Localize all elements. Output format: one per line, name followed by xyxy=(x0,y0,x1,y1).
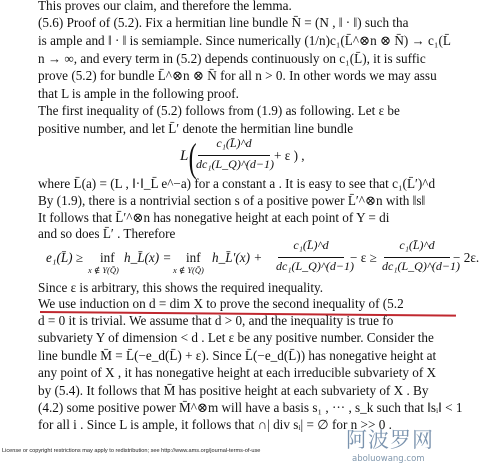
eq2-part3: h_L̄′(x) + xyxy=(212,250,263,265)
text-line-20: (4.2) some positive power M̄^⊗m will have a basis s₁ , ··· , s_k such that ‖sᵢ‖ < 1 xyxy=(38,400,463,415)
eq1-numerator: c₁(L̄)^d xyxy=(216,136,252,150)
text-line-15: d = 0 it is trivial. We assume that d > 0, and the inequality is true fo xyxy=(38,313,394,328)
text-line-1: This proves our claim, and therefore the lemma. xyxy=(38,0,292,13)
text-line-4: n → ∞, and every term in (5.2) depends continuously on c₁(L̄), it is suffic xyxy=(38,51,426,66)
eq2-denominator-2: dc₁(L_Q)^(d−1) xyxy=(382,259,460,273)
watermark-logo xyxy=(346,424,458,468)
text-line-11: It follows that L̄′^⊗n has nonegative height at each point of Y = di xyxy=(38,210,390,225)
eq2-part5: − 2ε. xyxy=(453,250,479,265)
eq1-tail: + ε ) , xyxy=(274,148,305,163)
text-line-6: that L is ample in the following proof. xyxy=(38,86,239,101)
eq2-inf1: inf xyxy=(100,250,115,265)
text-line-7: The first inequality of (5.2) follows from (1.9) as following. Let ε be xyxy=(38,103,400,118)
eq1-open-paren: ( xyxy=(188,135,197,180)
eq2-fraction-bar-1 xyxy=(278,257,344,258)
text-line-14: We use induction on d = dim X to prove the second inequality of (5.2 xyxy=(38,296,404,311)
eq2-part2: h_L̄(x) = xyxy=(124,250,172,265)
text-line-3: is ample and ‖ · ‖ is semiample. Since numerically (1/n)c₁(L̄^⊗n ⊗ N̄) → c₁(L̄ xyxy=(38,33,451,48)
watermark-url-text: aboluowang.com xyxy=(352,454,425,464)
eq2-part4: − ε ≥ xyxy=(350,250,377,265)
eq2-numerator-1: c₁(L̄)^d xyxy=(293,238,329,252)
text-line-16: subvariety Y of dimension < d . Let ε be any positive number. Consider the xyxy=(38,330,434,345)
text-line-9: where L̄(a) = (L , ‖·‖_L̄ e^−a) for a constant a . It is easy to see that c₁(L̄′)^d xyxy=(38,176,436,191)
eq2-sub1: x ∉ Y(Q̄) xyxy=(88,265,119,275)
text-line-18: any point of X , it has nonegative height at each irreducible subvariety of X xyxy=(38,365,437,380)
text-line-2: (5.6) Proof of (5.2). Fix a hermitian line bundle N̄ = (N , ‖ · ‖) such tha xyxy=(38,15,409,30)
text-line-17: line bundle M̄ = L̄(−e_d(L̄) + ε). Since L̄(−e_d(L̄)) has nonegative height at xyxy=(38,348,437,363)
eq2-inf2: inf xyxy=(186,250,201,265)
watermark-cn-text: 阿波罗网 xyxy=(346,428,434,452)
license-footer: License or copyright restrictions may apply to redistribution; see http://www.ams.org/journal-terms-of-use xyxy=(2,448,261,454)
eq2-denominator-1: dc₁(L_Q)^(d−1) xyxy=(276,259,354,273)
eq2-numerator-2: c₁(L̄)^d xyxy=(399,238,435,252)
text-line-10: By (1.9), there is a nontrivial section s of a positive power L̄′^⊗n with ‖s‖ xyxy=(38,193,426,208)
eq1-fraction-bar xyxy=(198,155,270,156)
text-line-8: positive number, and let L̄′ denote the hermitian line bundle xyxy=(38,121,354,136)
text-line-19: by (5.4). It follows that M̄ has positive height at each subvariety of X . By xyxy=(38,383,429,398)
eq1-lhs: L xyxy=(180,148,189,164)
text-line-5: prove (5.2) for bundle L̄^⊗n ⊗ N̄ for all n > 0. In other words we may assu xyxy=(38,68,437,83)
text-line-21: for all i . Since L is ample, it follows that ∩| div sᵢ| = ∅ for n >> 0 . xyxy=(38,417,392,432)
eq1-denominator: dc₁(L_Q)^(d−1) xyxy=(196,157,274,171)
eq2-sub2: x ∉ Y(Q̄) xyxy=(173,265,204,275)
eq2-part1: e₁(L̄) ≥ xyxy=(46,250,84,265)
eq2-fraction-bar-2 xyxy=(384,257,450,258)
text-line-12: and so does L̄′ . Therefore xyxy=(38,226,176,241)
text-line-13: Since ε is arbitrary, this shows the required inequality. xyxy=(38,280,324,295)
